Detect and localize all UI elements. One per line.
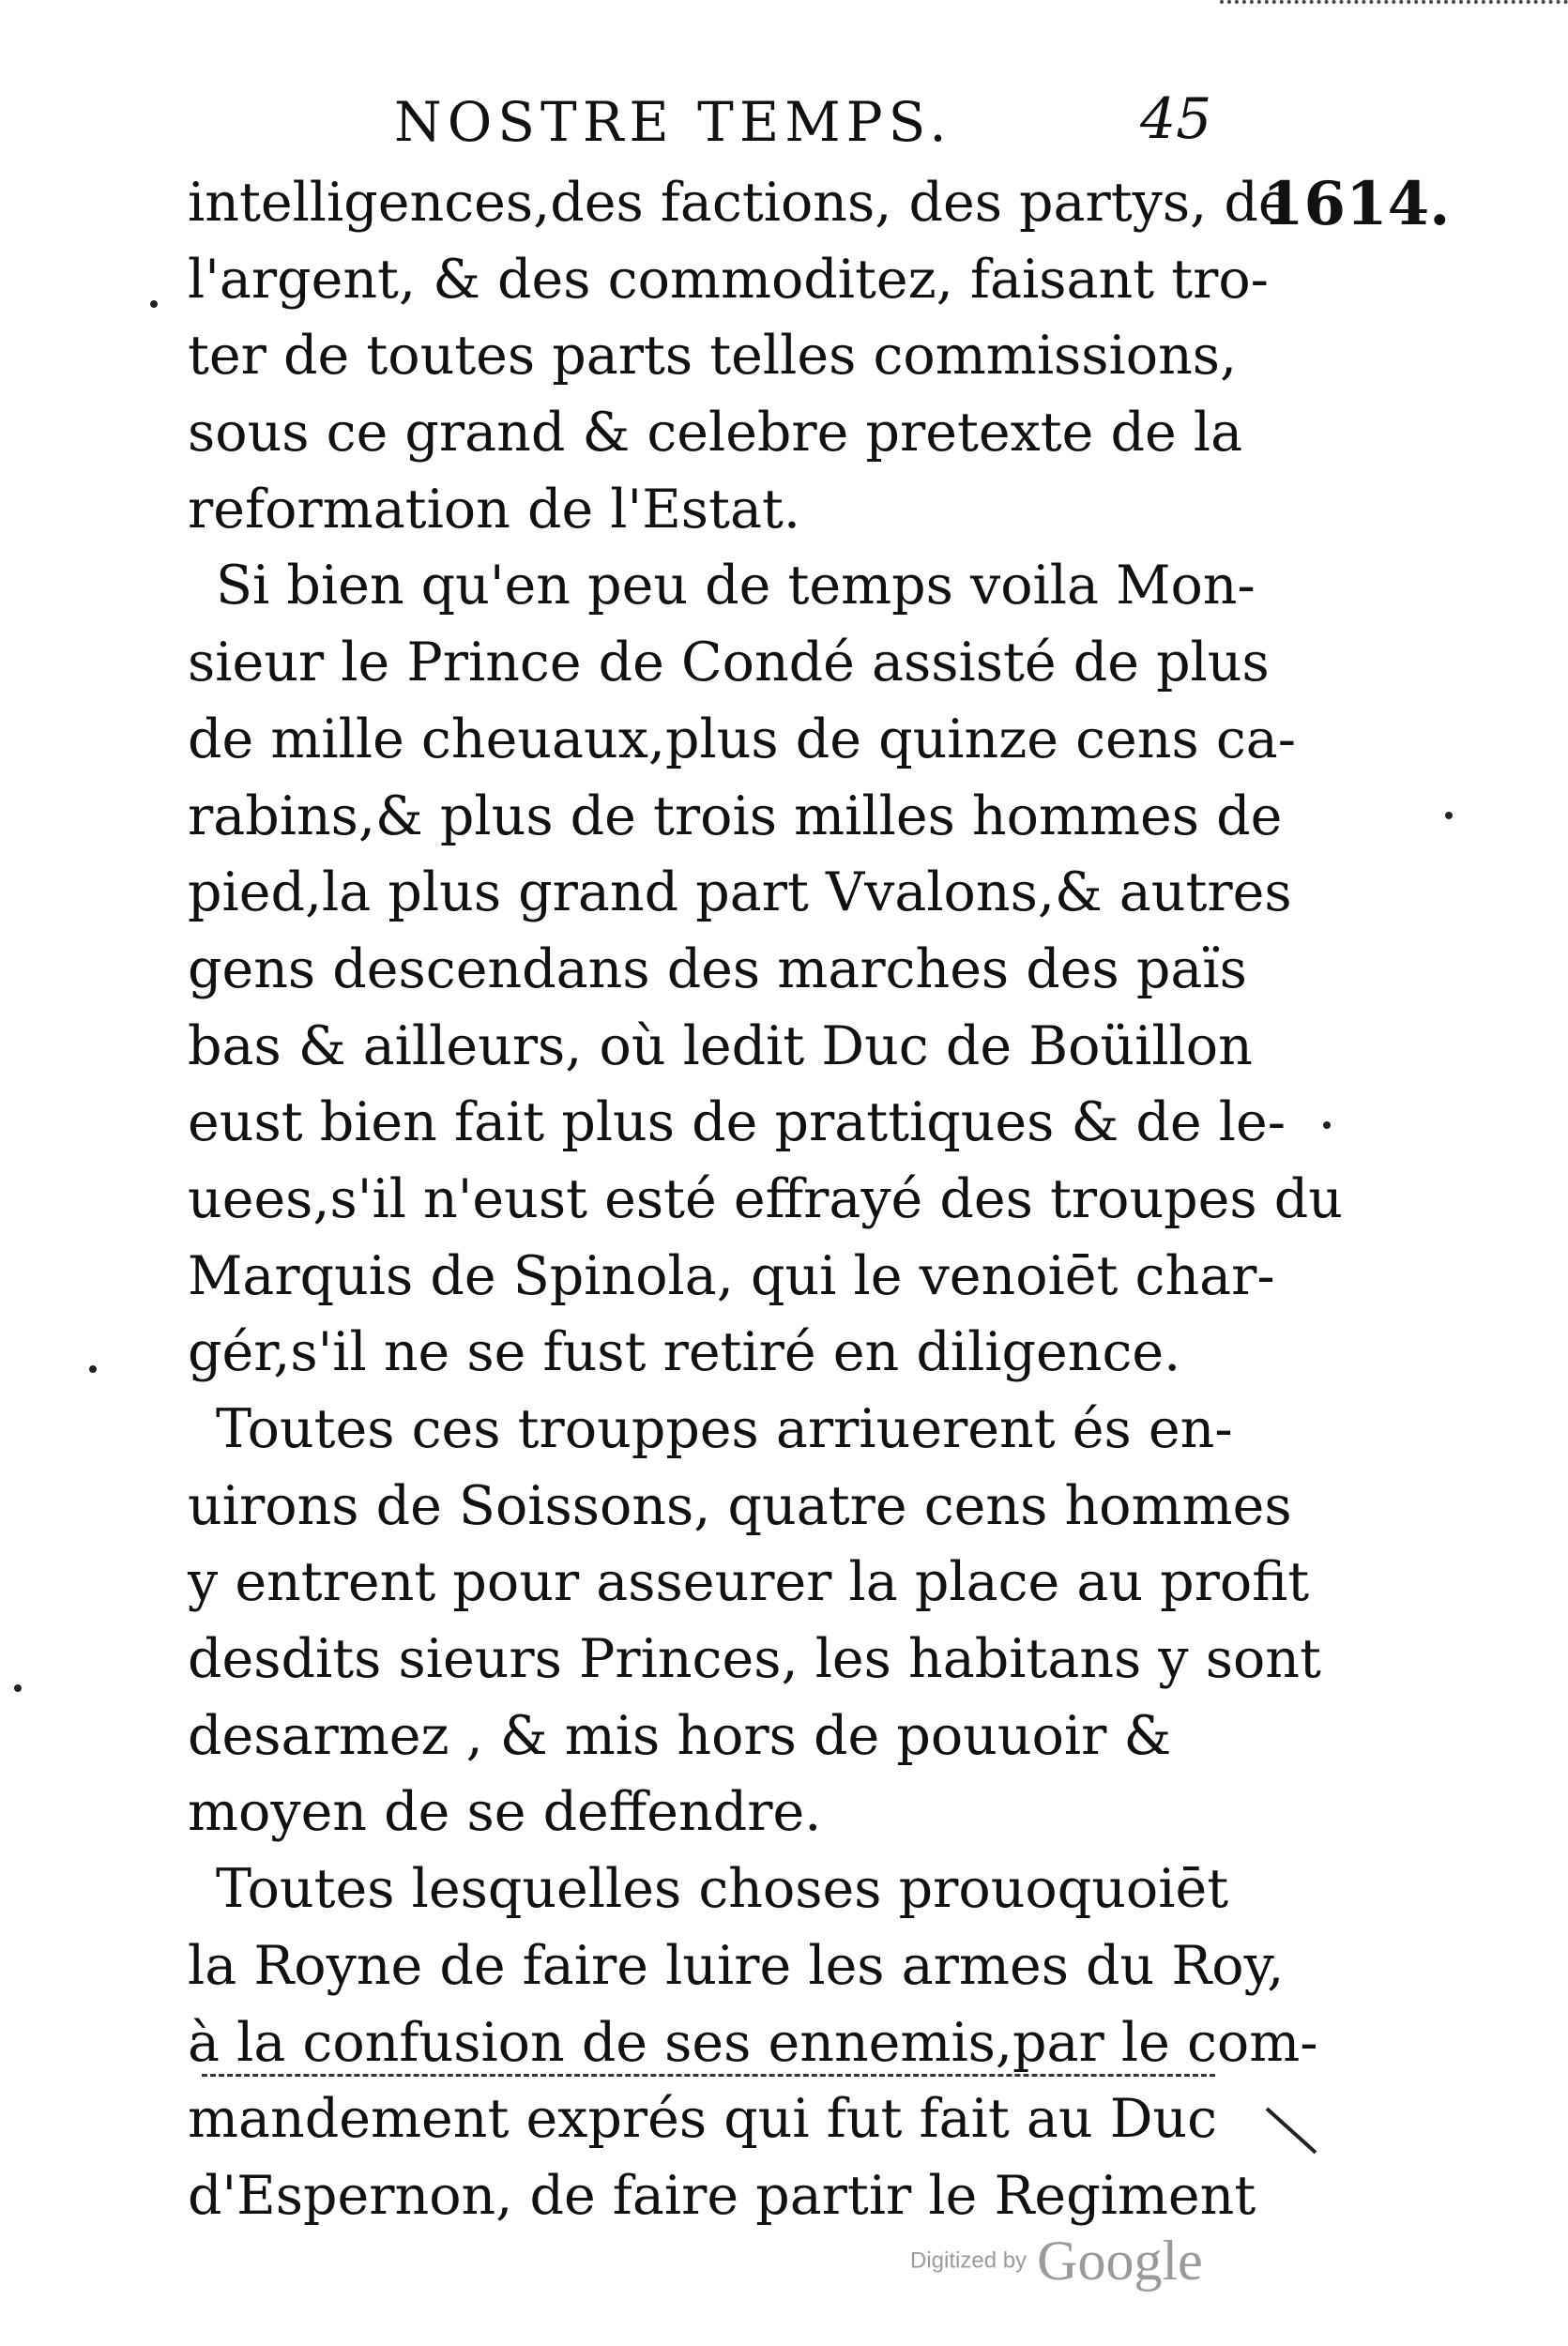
paragraph-start-line: Toutes ces trouppes arriuerent és en- [216, 1398, 1233, 1460]
text-line: mandement exprés qui fut fait au Duc [188, 2088, 1218, 2151]
text-line: pied,la plus grand part Vvalons,& autres [188, 861, 1292, 924]
text-line: d'Espernon, de faire partir le Regiment [188, 2164, 1256, 2227]
watermark-prefix: Digitized by [910, 2247, 1028, 2274]
text-line: y entrent pour asseurer la place au profit [188, 1551, 1310, 1614]
paragraph-start-line: Toutes lesquelles choses prouoquoiēt [216, 1858, 1229, 1921]
text-line: desarmez , & mis hors de pouuoir & [188, 1704, 1172, 1767]
text-line: gens descendans des marches des païs [188, 937, 1247, 1000]
text-line: eust bien fait plus de prattiques & de le- [188, 1091, 1286, 1154]
body-text [188, 165, 1343, 2235]
text-line: de mille cheuaux,plus de quinze cens ca- [188, 708, 1297, 770]
paragraph-start-line: Si bien qu'en peu de temps voila Mon- [216, 555, 1256, 617]
ink-speck [14, 1684, 22, 1692]
digitization-watermark [910, 2229, 1203, 2293]
bottom-rule [202, 2074, 1215, 2077]
text-line: rabins,& plus de trois milles hommes de [188, 785, 1283, 847]
text-line: sous ce grand & celebre pretexte de la [188, 402, 1243, 465]
text-line: sieur le Prince de Condé assisté de plus [188, 632, 1270, 694]
margin-year-note: 1614. [1262, 169, 1451, 239]
text-line: uirons de Soissons, quatre cens hommes [188, 1474, 1292, 1537]
text-line: uees,s'il n'eust esté effrayé des troupes du [188, 1167, 1343, 1230]
text-line: ter de toutes parts telles commissions, [188, 325, 1238, 388]
text-line: bas & ailleurs, où ledit Duc de Boüillon [188, 1014, 1253, 1077]
text-line: intelligences,des factions, des partys, de [188, 172, 1290, 234]
ink-speck [89, 1365, 97, 1373]
text-line: reformation de l'Estat. [188, 478, 800, 541]
page-number: 45 [1140, 86, 1212, 152]
margin-stroke [1266, 2108, 1317, 2155]
text-line: la Royne de faire luire les armes du Roy, [188, 1934, 1285, 1997]
text-line: moyen de se deffendre. [188, 1781, 822, 1844]
text-line: gér,s'il ne se fust retiré en diligence. [188, 1321, 1181, 1384]
running-head: NOSTRE TEMPS. [394, 90, 952, 154]
ink-speck [150, 300, 158, 308]
text-line: Marquis de Spinola, qui le venoiēt char- [188, 1244, 1275, 1307]
ink-speck [1445, 812, 1453, 819]
watermark-brand: Google [1037, 2230, 1203, 2292]
text-line: à la confusion de ses ennemis,par le com- [188, 2011, 1318, 2074]
ink-speck [1323, 1121, 1331, 1129]
top-edge-mark [1220, 0, 1568, 17]
text-line: l'argent, & des commoditez, faisant tro- [188, 248, 1269, 311]
text-line: desdits sieurs Princes, les habitans y sont [188, 1628, 1321, 1691]
